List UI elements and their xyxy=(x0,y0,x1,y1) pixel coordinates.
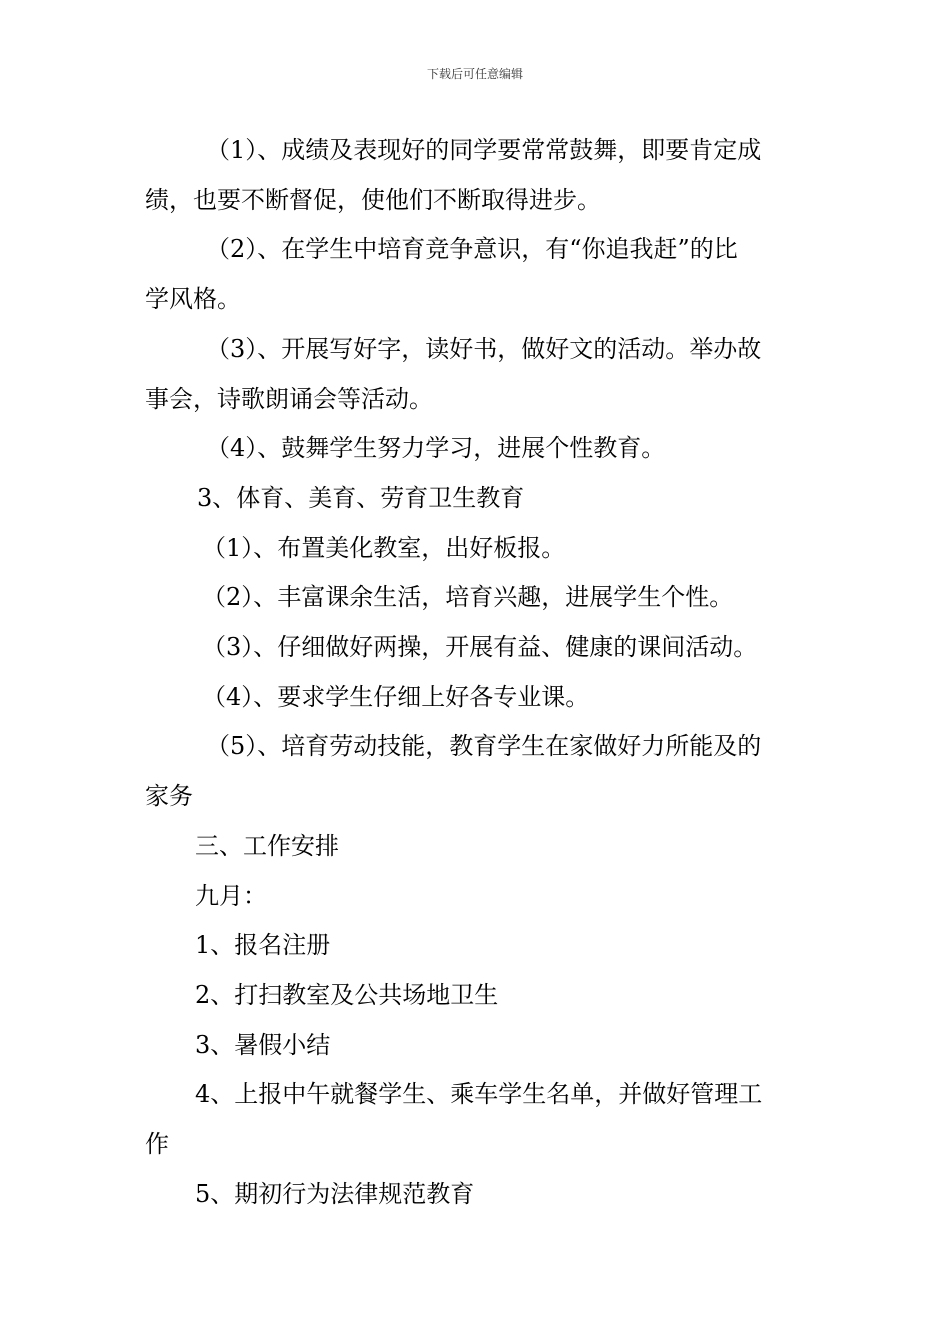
page-header-note: 下载后可任意编辑 xyxy=(426,67,523,81)
paragraph-line: （3）、开展写好字，读好书，做好文的活动。举办故 xyxy=(206,334,762,363)
document-body xyxy=(145,126,807,1219)
month-heading: 九月： xyxy=(195,881,267,910)
section-heading: 3、体育、美育、劳育卫生教育 xyxy=(197,483,525,512)
list-item: （3）、仔细做好两操，开展有益、健康的课间活动。 xyxy=(202,633,758,662)
list-item: 2、打扫教室及公共场地卫生 xyxy=(195,980,499,1009)
paragraph-line: （5）、培育劳动技能，教育学生在家做好力所能及的 xyxy=(206,732,762,761)
list-item: （2）、丰富课余生活，培育兴趣，进展学生个性。 xyxy=(202,583,734,612)
list-item: （4）、要求学生仔细上好各专业课。 xyxy=(202,682,590,711)
paragraph-line: 绩，也要不断督促，使他们不断取得进步。 xyxy=(145,185,601,214)
section-heading: 三、工作安排 xyxy=(195,831,339,860)
paragraph-line: （1）、成绩及表现好的同学要常常鼓舞，即要肯定成 xyxy=(206,136,762,164)
paragraph-line: （4）、鼓舞学生努力学习，进展个性教育。 xyxy=(206,434,666,463)
paragraph-line: 家务 xyxy=(145,782,193,811)
paragraph-line: 作 xyxy=(145,1130,169,1159)
list-item: （1）、布置美化教室，出好板报。 xyxy=(202,533,566,562)
list-item: 3、暑假小结 xyxy=(195,1030,331,1059)
paragraph-line: 事会，诗歌朗诵会等活动。 xyxy=(145,384,433,413)
list-item: 1、报名注册 xyxy=(195,931,331,960)
list-item: 4、上报中午就餐学生、乘车学生名单，并做好管理工 xyxy=(195,1080,763,1109)
list-item: 5、期初行为法律规范教育 xyxy=(195,1179,475,1208)
paragraph-line: （2）、在学生中培育竞争意识，有“你追我赶”的比 xyxy=(206,235,738,264)
paragraph-line: 学风格。 xyxy=(145,285,241,314)
